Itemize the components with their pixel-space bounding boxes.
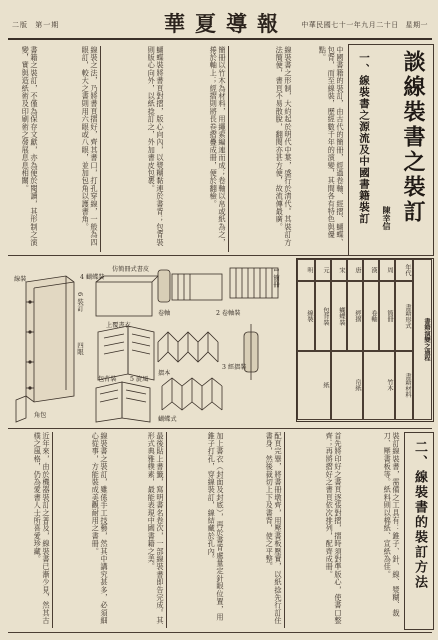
- publish-date: 中華民國七十一年九月二十日: [301, 21, 399, 29]
- article1-body-col6: 書籍之裝訂，不僅為保存文獻，亦為便於閱讀，其形制之演變，實與造紙術及印刷術之發展息息相關。: [21, 46, 39, 247]
- article2-body-col5: 最後貼上書籤，寫明書名卷次，一部線裝書即告完成。其形式典雅樸素，最能表現中國書籍之美。: [147, 432, 165, 625]
- table-cell: 卷軸: [363, 281, 379, 351]
- table-cell: 紙: [297, 351, 331, 420]
- article1-body-col1: 中國書籍的裝訂，由古代的簡冊，經過卷軸、經摺、蝴蝶、包背，而至線裝，歷經數千年的演變，其間各有特色與優點。: [318, 46, 345, 247]
- figure-label-1: 1 簡冊: [272, 268, 280, 288]
- figure-label-5: 5 旋風: [130, 376, 149, 383]
- article1-author: 陳幸信: [382, 206, 392, 230]
- newspaper-title: 華夏導報: [164, 11, 288, 36]
- figure-label-j: 仿簡冊式書皮: [112, 266, 150, 273]
- figure-label-6: 6 裝訂: [76, 292, 84, 312]
- table-cell: 帛紙: [331, 351, 363, 420]
- article1-body-col3: 簡冊以竹木為材料，用繩索編連而成；卷軸以帛或紙為之，捲於軸上；經摺則將長卷摺疊成冊，便於翻檢。: [209, 46, 227, 247]
- issue-number: 第一期: [35, 21, 60, 29]
- binding-evolution-table: [296, 258, 434, 422]
- figure-label-3: 3 經摺裝: [222, 364, 247, 371]
- accordion-fold-drawing: [158, 332, 218, 362]
- masthead: [8, 4, 432, 40]
- open-book-drawing: [96, 382, 150, 422]
- butterfly-binding-drawing: [98, 326, 154, 380]
- table-col-header-era: 年代: [395, 259, 413, 281]
- bamboo-slips-drawing: [230, 268, 278, 298]
- figure-label-n: 角包: [34, 412, 47, 419]
- bottom-rule: [8, 632, 432, 633]
- thread-bound-drawing: [26, 276, 74, 402]
- masthead-date: [299, 20, 430, 30]
- article1-body-col2: 線裝書之形制，大約起於明代中葉，盛行於清代。其裝訂方法簡便，書頁不易散脫，翻閱亦甚方便，故流傳最廣。: [275, 46, 293, 247]
- figure-label-l: 摺本: [158, 370, 171, 377]
- article1-subtitle: 一、線裝書之源流及中國書籍裝訂: [358, 52, 370, 225]
- binding-diagram-svg: [8, 262, 290, 424]
- figure-label-o: 四眼: [76, 342, 84, 355]
- figure-label-k: 卷軸: [158, 310, 171, 317]
- column-divider: [284, 432, 285, 628]
- table-cell: 竹木: [363, 351, 395, 420]
- wrapped-back-drawing: [96, 276, 158, 316]
- scroll-drawing: [158, 270, 222, 302]
- article2-body-col4: 加上書衣（封面及封底），再於書背處量定針眼位置，用錐子打孔，穿線裝訂，線結藏於孔內。: [207, 432, 225, 621]
- corner-wrap-drawing: [16, 396, 26, 422]
- horizontal-divider: [8, 255, 432, 256]
- column-divider: [52, 432, 53, 628]
- article2-title: 二、線裝書的裝訂方法: [412, 440, 427, 590]
- table-col-header-form: 書籍形式: [395, 281, 413, 351]
- publish-weekday: 星期一: [405, 21, 428, 29]
- table-cell: 明: [297, 259, 315, 281]
- sutra-fold-drawing: [162, 378, 222, 410]
- table-cell: 漢: [363, 259, 379, 281]
- table-cell: 元: [315, 259, 331, 281]
- binding-diagram: [8, 262, 290, 424]
- table-cell: 周: [379, 259, 395, 281]
- column-divider: [100, 46, 101, 252]
- column-divider: [228, 46, 229, 252]
- table-header: 書籍演變之過程: [413, 259, 432, 420]
- figure-label-m: 蝴蝶式: [158, 416, 177, 423]
- table-cell: 簡冊: [379, 281, 395, 351]
- article2-body-col3: 配頁完畢，將書冊墩齊，用壓書板壓實，以紙捻先行訂住書身，然後裁切上下及書背，使之平整。: [265, 432, 283, 625]
- table-cell: 經摺: [347, 281, 363, 351]
- figure-label-i: 包背裝: [98, 376, 117, 383]
- article1-body-col4: 蝴蝶裝將書頁對摺，版心向內，以漿糊黏連於書背；包背裝則版心向外，以紙捻訂之，外加書皮包裹。: [147, 46, 165, 247]
- article2-body-col1: 裝訂線裝書，需備之工具有：錐子、針、線、漿糊、裁刀、壓書板等。紙料則以棉紙、宣紙為佳。: [383, 432, 401, 617]
- masthead-issue-left: [10, 20, 61, 30]
- article1-body-col5: 線裝之法，乃將書頁摺好，齊其書口，打孔穿線，一般為四眼訂，較大之書則用六眼或八眼，並加包角以護書角。: [81, 46, 99, 247]
- table-cell: 宋: [331, 259, 347, 281]
- figure-label-2: 2 卷軸裝: [216, 310, 241, 317]
- table-cell: 包背裝: [315, 281, 331, 351]
- column-divider: [166, 432, 167, 628]
- roll-drawing: [244, 324, 258, 380]
- figure-label-4: 4 蝴蝶裝: [80, 274, 105, 281]
- figure-label-g: 上覆書衣: [106, 322, 131, 329]
- horizontal-divider: [8, 428, 432, 429]
- article1-title: 談線裝書之裝訂: [400, 50, 426, 225]
- figure-label-h: 線裝: [14, 276, 27, 283]
- table-cell: 線裝: [297, 281, 315, 351]
- article2-body-col6: 線裝書之裝訂，雖係手工技藝，然其中講究甚多，必須細心從事，方能裝成美觀耐用之書冊。: [91, 432, 109, 625]
- table-col-header-material: 書籍材料: [395, 351, 413, 420]
- table-cell: 蝴蝶裝: [331, 281, 347, 351]
- article2-body-col2: 首先將印好之書頁逐張對摺，摺時須對準版心，使書口整齊；再將摺好之書頁依次排列，配齊成冊。: [325, 432, 343, 625]
- page-number: 二版: [12, 21, 28, 29]
- article2-body-col7: 近年來，由於機器裝訂之普及，線裝書已漸少見，然其古樸之風格，仍為愛書人士所喜愛珍藏。: [33, 432, 51, 625]
- table-cell: 唐: [347, 259, 363, 281]
